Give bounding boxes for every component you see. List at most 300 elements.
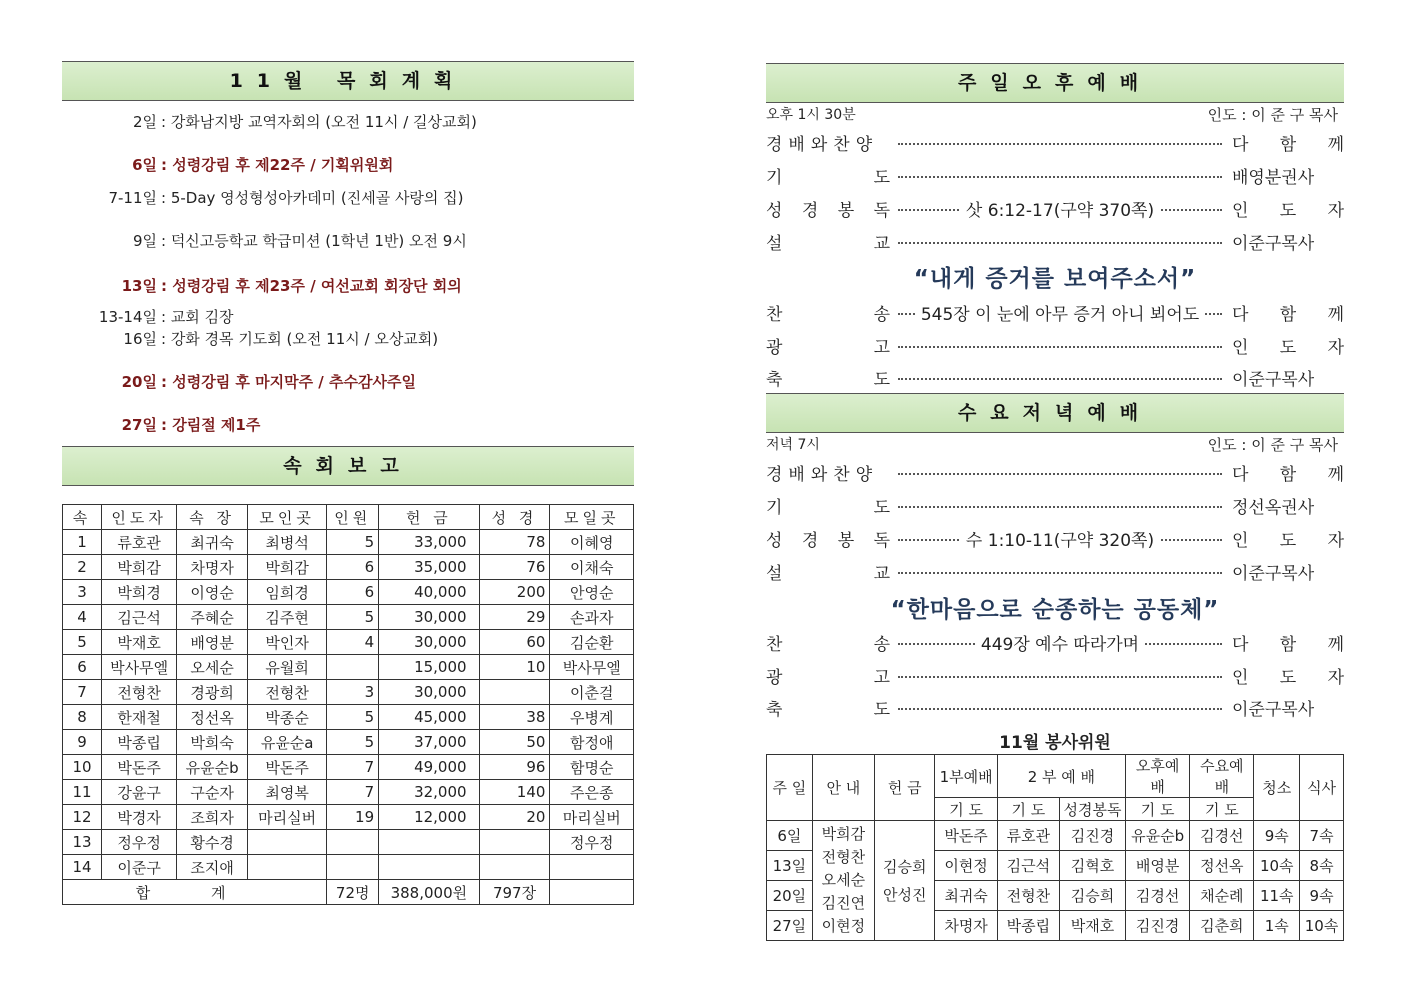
order-person-text: 인 도 자 [1232,531,1344,551]
h-week: 주 일 [767,755,813,821]
cell-leader: 박종립 [102,730,177,755]
order-label-text: 설 교 [766,564,890,584]
col-group: 속 [63,505,102,530]
cell-bible: 10 [479,655,550,680]
total-people: 72명 [327,880,379,905]
h-first-prayer: 기 도 [935,798,997,821]
plan-date: 2일 [132,113,157,131]
order-person [1232,663,1344,688]
wednesday-header: 수요저녁예배 [766,393,1344,433]
order-row [766,460,1344,486]
cell-next: 이춘걸 [550,680,634,705]
total-empty [550,880,634,905]
report-row [63,755,634,780]
order-label-text: 광 고 [766,668,890,688]
plan-item [62,306,234,327]
svc-wed: 김춘희 [1190,911,1254,941]
svc-second-prayer: 전형찬 [997,881,1059,911]
cell-next: 안영순 [550,580,634,605]
order-person [1232,493,1344,518]
plan-item [62,154,393,175]
cell-people: 5 [327,530,379,555]
cell-group: 12 [63,805,102,830]
cell-group: 1 [63,530,102,555]
order-row [766,300,1344,326]
cell-people: 3 [327,680,379,705]
dot-leader [898,378,1222,380]
svc-wed: 김경선 [1190,821,1254,851]
cell-leader: 이준구 [102,855,177,880]
cell-head: 오세순 [177,655,248,680]
cell-next: 손과자 [550,605,634,630]
cell-bible: 200 [479,580,550,605]
order-label [766,163,890,188]
plan-date: 13-14일 [98,308,157,326]
plan-text: : 덕신고등학교 학급미션 (1학년 1반) 오전 9시 [161,232,467,250]
order-detail-text: 수 1:10-11(구약 320쪽) [960,531,1160,551]
order-label [766,559,890,584]
order-person-text: 다 함 께 [1232,305,1344,325]
cell-bible: 38 [479,705,550,730]
cell-offering: 40,000 [379,580,479,605]
cell-bible: 50 [479,730,550,755]
cell-people: 7 [327,780,379,805]
report-row [63,705,634,730]
total-label: 합 계 [63,880,327,905]
plan-header: 11월 목회계획 [62,61,634,101]
svc-offering-name: 안성진 [882,885,927,904]
svc-clean: 10속 [1254,851,1300,881]
cell-group: 3 [63,580,102,605]
plan-item [62,328,438,349]
col-people: 인원 [327,505,379,530]
order-label [766,493,890,518]
cell-leader: 박경자 [102,805,177,830]
cell-next: 김순환 [550,630,634,655]
cell-offering: 30,000 [379,680,479,705]
plan-text: : 5-Day 영성형성아카데미 (진세골 사랑의 집) [161,189,464,207]
svc-guide-name: 전형찬 [821,848,866,866]
order-label [766,300,890,325]
cell-leader: 박돈주 [102,755,177,780]
plan-item [62,371,416,392]
svc-pm: 김진경 [1126,911,1190,941]
plan-date: 16일 [123,330,157,348]
wednesday-time: 저녁 7시 [766,437,820,453]
report-row [63,680,634,705]
cell-head: 이영순 [177,580,248,605]
order-row [766,229,1344,255]
order-person [1232,559,1344,584]
svc-second-prayer: 류호관 [997,821,1059,851]
report-row [63,655,634,680]
cell-people: 19 [327,805,379,830]
h-pm-prayer: 기 도 [1126,798,1190,821]
svc-clean: 1속 [1254,911,1300,941]
svc-pm: 유윤순b [1126,821,1190,851]
order-label-text: 성 경 봉 독 [766,531,890,551]
order-label [766,130,878,155]
svc-wed: 정선옥 [1190,851,1254,881]
order-label [766,695,890,720]
report-row [63,605,634,630]
order-person-text: 인 도 자 [1232,668,1344,688]
wednesday-sermon-title: “한마음으로 순종하는 공동체” [890,597,1220,623]
svc-clean: 9속 [1254,821,1300,851]
cell-met [248,855,327,880]
cell-next: 이채숙 [550,555,634,580]
cell-offering [379,855,479,880]
afternoon-leader: 인도 : 이 준 구 목사 [1207,106,1338,124]
dot-leader [898,176,1222,178]
cell-offering: 30,000 [379,630,479,655]
order-person-text: 다 함 께 [1232,635,1344,655]
cell-bible: 140 [479,780,550,805]
cell-head: 조희자 [177,805,248,830]
cell-offering: 45,000 [379,705,479,730]
cell-offering [379,830,479,855]
cell-head: 경광희 [177,680,248,705]
order-label [766,630,890,655]
svc-reading: 박재호 [1060,911,1126,941]
cell-met: 김주현 [248,605,327,630]
order-person [1232,460,1344,485]
cell-people [327,855,379,880]
cell-bible: 60 [479,630,550,655]
report-header: 속회보고 [62,446,634,486]
report-row [63,630,634,655]
svc-offering [875,821,935,941]
cell-group: 10 [63,755,102,780]
dot-leader [898,473,1222,475]
svc-guide-name: 이현정 [821,917,866,935]
order-person [1232,526,1344,551]
service-body [767,821,1344,941]
cell-bible: 29 [479,605,550,630]
order-person-text: 이준구목사 [1232,234,1315,254]
dot-leader [898,708,1222,710]
cell-head: 구순자 [177,780,248,805]
svc-pm: 배영분 [1126,851,1190,881]
order-label-text: 축 도 [766,370,890,390]
cell-offering: 49,000 [379,755,479,780]
plan-date: 13일 [121,277,157,295]
cell-met: 전형찬 [248,680,327,705]
order-row [766,526,1344,552]
cell-met: 임희경 [248,580,327,605]
order-detail [898,300,1222,325]
svc-meal: 7속 [1300,821,1344,851]
order-person [1232,163,1344,188]
cell-people: 5 [327,705,379,730]
order-row [766,630,1344,656]
cell-people: 6 [327,580,379,605]
cell-leader: 한재철 [102,705,177,730]
cell-people: 7 [327,755,379,780]
cell-met: 박희감 [248,555,327,580]
cell-leader: 박재호 [102,630,177,655]
col-next: 모일곳 [550,505,634,530]
cell-people: 6 [327,555,379,580]
cell-next: 함정애 [550,730,634,755]
cell-leader: 김근석 [102,605,177,630]
svc-pm: 김경선 [1126,881,1190,911]
cell-group: 2 [63,555,102,580]
cell-next: 마리실버 [550,805,634,830]
plan-date: 9일 [132,232,157,250]
plan-item [62,111,477,132]
total-bible: 797장 [479,880,550,905]
col-met: 모인곳 [248,505,327,530]
order-detail-text: 삿 6:12-17(구약 370쪽) [960,201,1160,221]
report-row [63,855,634,880]
order-detail [898,630,1222,655]
order-row [766,365,1344,391]
order-label [766,460,878,485]
order-label [766,333,890,358]
order-person-text: 다 함 께 [1232,465,1344,485]
cell-met: 유월희 [248,655,327,680]
order-label-text: 광 고 [766,338,890,358]
plan-date: 7-11일 [108,189,157,207]
h-guide: 안 내 [812,755,874,821]
total-offering: 388,000원 [379,880,479,905]
order-label-text: 찬 송 [766,305,890,325]
order-person [1232,333,1344,358]
cell-offering: 37,000 [379,730,479,755]
cell-met: 최영복 [248,780,327,805]
order-label [766,196,890,221]
svc-second-prayer: 김근석 [997,851,1059,881]
report-row [63,830,634,855]
plan-text: : 성령강림 후 마지막주 / 추수감사주일 [161,373,416,391]
cell-next: 함명순 [550,755,634,780]
order-detail [898,526,1222,551]
cell-next [550,855,634,880]
cell-group: 13 [63,830,102,855]
cell-head: 주혜순 [177,605,248,630]
dot-leader [898,143,1222,145]
cell-leader: 강윤구 [102,780,177,805]
svc-week: 6일 [767,821,813,851]
report-row [63,580,634,605]
cell-head: 조지애 [177,855,248,880]
h-clean: 청소 [1254,755,1300,821]
svc-second-prayer: 박종립 [997,911,1059,941]
order-detail-text: 545장 이 눈에 아무 증거 아니 뵈어도 [915,305,1205,325]
cell-head: 배영분 [177,630,248,655]
cell-head: 차명자 [177,555,248,580]
col-bible: 성 경 [479,505,550,530]
dot-leader [898,506,1222,508]
cell-leader: 박사무엘 [102,655,177,680]
cell-group: 14 [63,855,102,880]
svc-week: 20일 [767,881,813,911]
cell-next: 우병계 [550,705,634,730]
cell-bible: 76 [479,555,550,580]
order-row [766,493,1344,519]
afternoon-sermon-title: “내게 증거를 보여주소서” [913,266,1197,292]
cell-leader: 류호관 [102,530,177,555]
svc-meal: 10속 [1300,911,1344,941]
order-row [766,196,1344,222]
plan-text: : 강화남지방 교역자회의 (오전 11시 / 길상교회) [161,113,477,131]
cell-group: 7 [63,680,102,705]
cell-met: 최병석 [248,530,327,555]
h-pm: 오후예배 [1126,755,1190,798]
plan-text: : 강화 경목 기도회 (오전 11시 / 오상교회) [161,330,439,348]
dot-leader [898,676,1222,678]
cell-leader: 박희감 [102,555,177,580]
dot-leader [898,572,1222,574]
cell-next: 정우정 [550,830,634,855]
cell-leader: 전형찬 [102,680,177,705]
order-label-text: 찬 송 [766,635,890,655]
svc-reading: 김혁호 [1060,851,1126,881]
h-second-prayer: 기 도 [997,798,1059,821]
order-person-text: 인 도 자 [1232,338,1344,358]
cell-group: 4 [63,605,102,630]
cell-next: 이혜영 [550,530,634,555]
order-person-text: 정선옥권사 [1232,498,1315,518]
cell-met: 마리실버 [248,805,327,830]
report-row [63,530,634,555]
cell-met: 박돈주 [248,755,327,780]
report-row [63,555,634,580]
svc-guide-name: 박희감 [821,825,866,843]
order-label [766,663,890,688]
cell-head: 최귀숙 [177,530,248,555]
h-wed: 수요예배 [1190,755,1254,798]
order-person [1232,630,1344,655]
svc-week: 27일 [767,911,813,941]
svc-week: 13일 [767,851,813,881]
order-person [1232,365,1344,390]
svc-wed: 채순례 [1190,881,1254,911]
cell-head: 황수경 [177,830,248,855]
report-total-row [63,880,634,905]
order-label-text: 경배와찬양 [766,135,879,155]
afternoon-header: 주일오후예배 [766,63,1344,103]
order-label-text: 기 도 [766,498,890,518]
cell-bible: 20 [479,805,550,830]
service-row [767,821,1344,851]
cell-people: 4 [327,630,379,655]
order-person [1232,300,1344,325]
plan-item [62,230,467,251]
svc-reading: 김진경 [1060,821,1126,851]
dot-leader [898,346,1222,348]
service-title: 11월 봉사위원 [999,733,1111,753]
order-person [1232,130,1344,155]
order-person [1232,695,1344,720]
report-row [63,730,634,755]
col-offering: 헌 금 [379,505,479,530]
cell-leader: 정우정 [102,830,177,855]
cell-bible: 96 [479,755,550,780]
cell-group: 6 [63,655,102,680]
cell-group: 9 [63,730,102,755]
plan-text: : 교회 김장 [161,308,234,326]
order-row [766,130,1344,156]
plan-item [62,275,462,296]
cell-people [327,830,379,855]
order-person [1232,229,1344,254]
order-row [766,559,1344,585]
service-header-row [767,755,1344,798]
dot-leader [898,242,1222,244]
cell-met [248,830,327,855]
plan-date: 20일 [121,373,157,391]
h-first: 1부예배 [935,755,997,798]
cell-offering: 32,000 [379,780,479,805]
order-person-text: 인 도 자 [1232,201,1344,221]
order-detail [898,196,1222,221]
order-row [766,695,1344,721]
svc-clean: 11속 [1254,881,1300,911]
plan-item [62,414,260,435]
cell-bible [479,680,550,705]
order-person-text: 이준구목사 [1232,370,1315,390]
svc-guides [812,821,874,941]
cell-met: 유윤순a [248,730,327,755]
col-leader: 인도자 [102,505,177,530]
h-offer: 헌 금 [875,755,935,821]
svc-first: 최귀숙 [935,881,997,911]
afternoon-time: 오후 1시 30분 [766,107,856,123]
plan-date: 27일 [121,416,157,434]
order-detail-text: 449장 예수 따라가며 [975,635,1145,655]
cell-head: 박희숙 [177,730,248,755]
order-label-text: 경배와찬양 [766,465,879,485]
cell-next: 주은종 [550,780,634,805]
cell-head: 정선옥 [177,705,248,730]
cell-people: 5 [327,730,379,755]
wednesday-leader: 인도 : 이 준 구 목사 [1207,436,1338,454]
plan-text: : 강림절 제1주 [161,416,261,434]
cell-group: 8 [63,705,102,730]
cell-offering: 35,000 [379,555,479,580]
report-row [63,805,634,830]
cell-leader: 박희경 [102,580,177,605]
cell-met: 박종순 [248,705,327,730]
svc-guide-name: 김진연 [821,894,866,912]
order-label [766,365,890,390]
h-reading: 성경봉독 [1060,798,1126,821]
svc-first: 차명자 [935,911,997,941]
cell-offering: 15,000 [379,655,479,680]
cell-next: 박사무엘 [550,655,634,680]
cell-group: 5 [63,630,102,655]
order-label-text: 설 교 [766,234,890,254]
plan-text: : 성령강림 후 제22주 / 기획위원회 [161,156,394,174]
cell-bible [479,855,550,880]
order-label-text: 기 도 [766,168,890,188]
order-row [766,333,1344,359]
order-person-text: 이준구목사 [1232,564,1315,584]
plan-date: 6일 [132,156,157,174]
h-second: 2 부 예 배 [997,755,1125,798]
order-label [766,526,890,551]
report-body [63,530,634,880]
plan-text: : 성령강림 후 제23주 / 여선교회 회장단 회의 [161,277,462,295]
report-header-row [63,505,634,530]
order-row [766,663,1344,689]
order-person [1232,196,1344,221]
col-head: 속 장 [177,505,248,530]
h-meal: 식사 [1300,755,1344,821]
report-row [63,780,634,805]
